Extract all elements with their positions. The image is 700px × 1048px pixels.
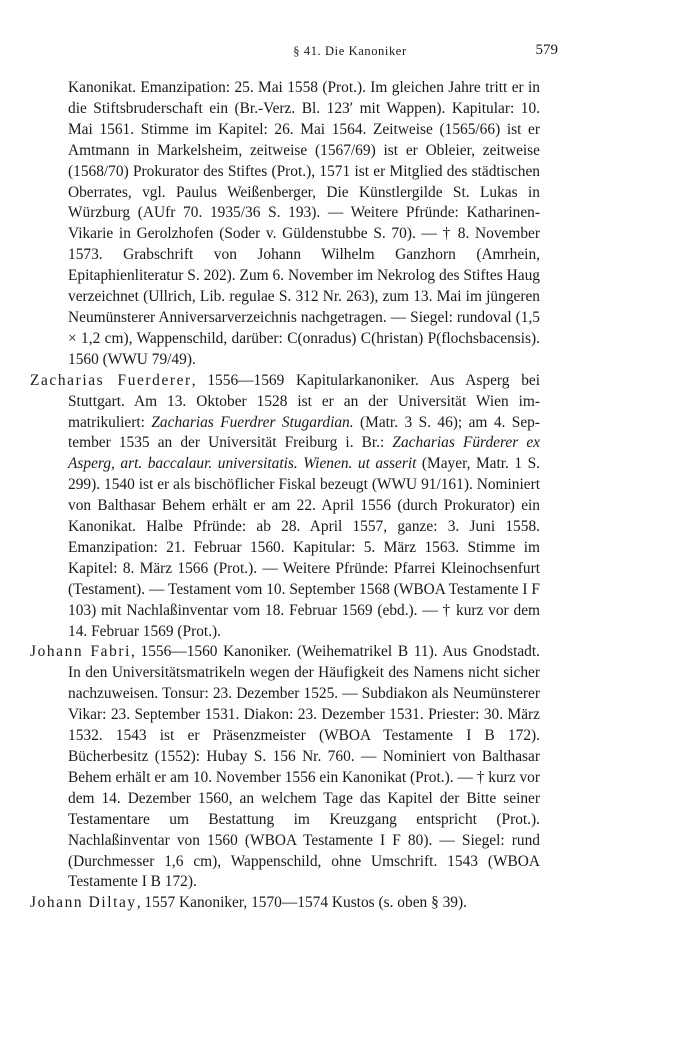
entry-text: , 1556—1560 Kanoniker. (Weihematrikel B 11). Aus Gnodstadt. In den Universitätsmatrikeln wegen der Häufigkeit des Namens nicht sicher nachzuweisen. Tonsur: 23. Dezember 1525. — Subdiakon als Neumünsterer Vikar: 23. September 1531. Diakon: 23. Dezember 1531. Priester: 30. März 1532. 1543 ist er Präsenzmeister (WBOA Testamente I B 172). Bücherbesitz (1552): Hubay S. 156 Nr. 760. — Nominiert von Balthasar Behem erhält er am 10. November 1556 ein Kanonikat (Prot.). — † kurz vor dem 14. Dezember 1560, an welchem Tage das Kapitel der Bitte seiner Testamentare um Bestattung im Kreuzgang entspricht (Prot.). Nachlaßinventar von 1560 (WBOA Testamente I F 80). — Siegel: rund (Durchmesser 1,6 cm), Wappenschild, ohne Umschrift. 1543 (WBOA Testamente I B 172).: [68, 643, 540, 891]
entry-quote: Zacharias Fürderer ex Asperg, art. baccalaur. universitatis. Wienen. ut asserit: [68, 434, 540, 473]
entry-zacharias-fuerderer: [30, 371, 540, 643]
page-number: 579: [535, 42, 558, 58]
entry-text: (Mayer, Matr. 1 S. 299). 1540 ist er als bischöflicher Fiskal bezeugt (WWU 91/161). Nominiert von Balthasar Behem erhält er am 22. April 1556 (durch Prokurator) ein Kanonikat. Halbe Pfründe: ab 28. April 1557, ganze: 3. Juni 1558. Emanzipation: 21. Februar 1560. Kapitular: 5. März 1563. Stimme im Kapitel: 8. März 1566 (Prot.). — Weitere Pfründe: Pfarrei Kleinochsenfurt (Testament). — Testament vom 10. September 1568 (WBOA Testamente I F 103) mit Nachlaßinventar vom 18. Februar 1569 (ebd.). — † kurz vor dem 14. Februar 1569 (Prot.).: [68, 455, 540, 640]
entry-text: (Matr. 3 S. 46); am 4. September 1535 an der Universität Freiburg i. Br.:: [68, 413, 541, 452]
entry-johann-diltay: [30, 893, 540, 914]
continuation-text: Kanonikat. Emanzipation: 25. Mai 1558 (Prot.). Im gleichen Jahre tritt er in die Stiftsbruderschaft ein (Br.-Verz. Bl. 123′ mit Wappen). Kapitular: 10. Mai 1561. Stimme im Kapitel: 26. Mai 1564. Zeitweise (1565/66) ist er Amtmann in Markelsheim, zeitweise (1567/69) ist er Obleier, zeitweise (1568/70) Prokurator des Stiftes (Prot.), 1571 ist er Mitglied des städtischen Oberrates, vgl. Paulus Weißenberger, Die Künstlergilde St. Lukas in Würzburg (AUfr 70. 1935/36 S. 193). — Weitere Pfründe: Katharinen-Vikarie in Gerolzhofen (Soder v. Güldenstubbe S. 70). — † 8. November 1573. Grabschrift von Johann Wilhelm Ganzhorn (Amrhein, Epitaphienliteratur S. 202). Zum 6. November im Nekrolog des Stiftes Haug verzeichnet (Ullrich, Lib. regulae S. 312 Nr. 263), zum 13. Mai im jüngeren Neumünsterer Anniversarverzeichnis nachgetragen. — Siegel: rundoval (1,5 × 1,2 cm), Wappenschild, darüber: C(onradus) C(hristan) P(flochsbacensis). 1560 (WWU 79/49).: [68, 79, 540, 368]
entry-name: Johann Fabri: [30, 643, 131, 661]
continuation-paragraph: [30, 78, 540, 371]
entry-name: Zacharias Fuerderer: [30, 371, 192, 389]
entry-text: , 1557 Kanoniker, 1570—1574 Kustos (s. oben § 39).: [136, 894, 467, 912]
entry-name: Johann Diltay: [30, 894, 137, 912]
page-body: [30, 78, 540, 914]
running-title: § 41. Die Kanoniker: [293, 44, 407, 58]
entry-quote: Zacharias Fuerdrer Stugardian.: [151, 413, 354, 431]
entry-johann-fabri: [30, 642, 540, 893]
running-head: [0, 42, 700, 62]
entry-text: , 1556—1569 Kapitularkanoniker. Aus Asperg bei Stuttgart. Am 13. Oktober 1528 ist er an der Universität Wien immatrikuliert:: [68, 371, 540, 431]
